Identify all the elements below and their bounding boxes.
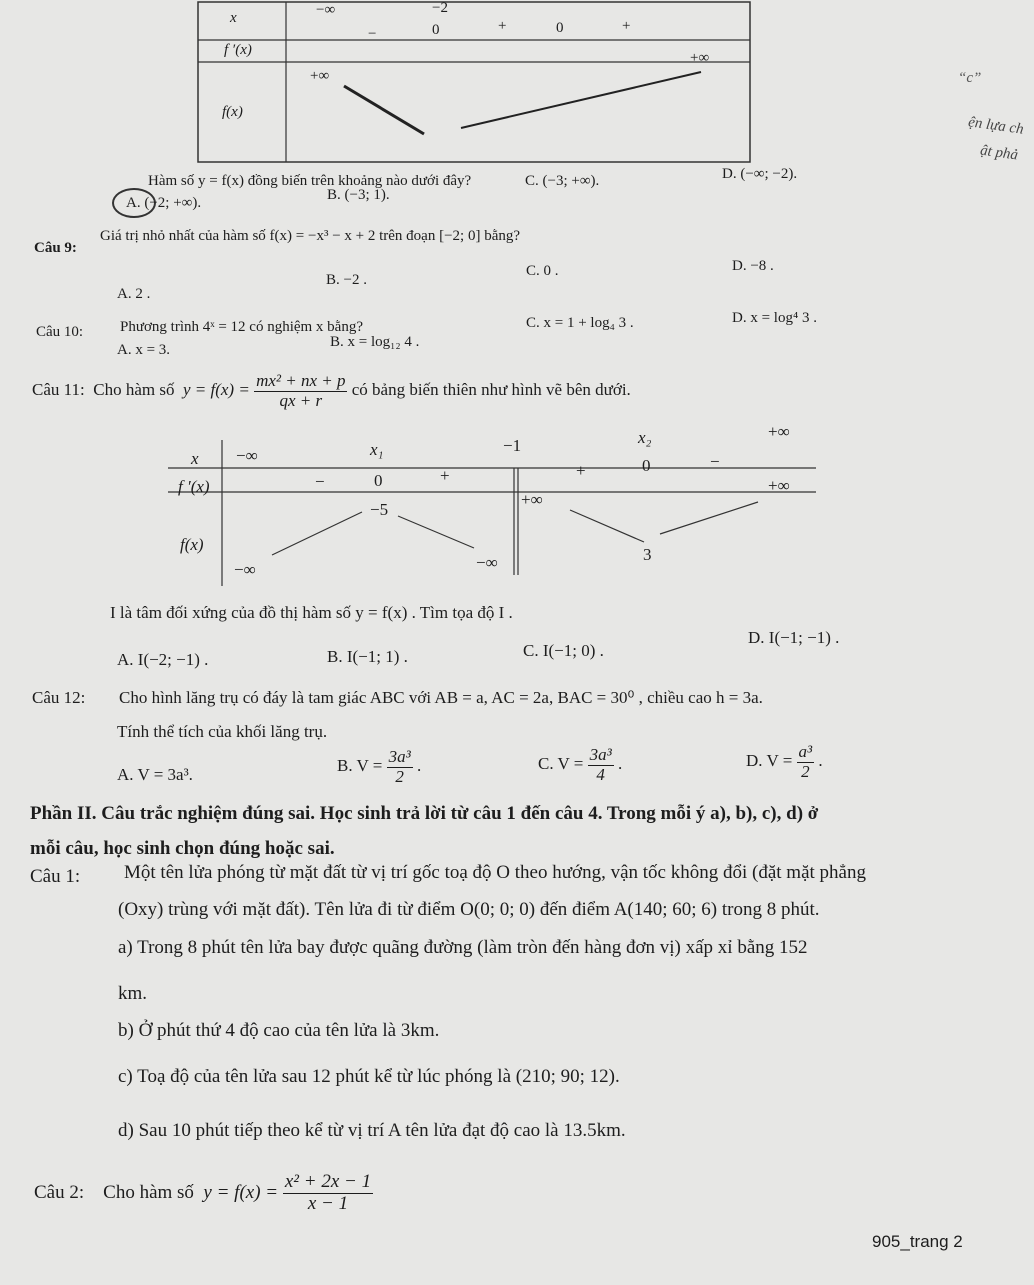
q12-c-fraction <box>588 746 614 784</box>
q11-sign-3: + <box>576 461 586 480</box>
q8-option-b[interactable]: B. (−3; 1). <box>327 187 390 203</box>
q11-x-val-2: −1 <box>503 436 522 455</box>
q11-table-x: x <box>191 449 199 468</box>
top-f-left: +∞ <box>310 68 330 84</box>
q9-option-d[interactable]: D. −8 . <box>732 258 774 274</box>
q11-func-lhs: y = f(x) = <box>182 380 250 400</box>
q12-b-num: 3a³ <box>388 747 411 766</box>
q8-option-a[interactable]: A. (−2; +∞). <box>126 195 202 211</box>
p2q1-b[interactable]: b) Ở phút thứ 4 độ cao của tên lửa là 3km. <box>118 1020 440 1041</box>
q9-option-c[interactable]: C. 0 . <box>526 263 559 279</box>
q11-stem-pre: Cho hàm số <box>93 380 175 400</box>
top-sign-minus: − <box>368 26 377 42</box>
q10-option-d[interactable]: D. x = log⁴ 3 . <box>732 310 817 326</box>
q12-c-den: 4 <box>596 764 605 784</box>
q9-option-b[interactable]: B. −2 . <box>326 272 367 288</box>
top-f-arrow-up <box>461 72 701 128</box>
top-x-val-4: 0 <box>556 20 564 36</box>
top-x-val-3: + <box>498 18 507 34</box>
q12-c-num: 3a³ <box>589 745 612 764</box>
q11-arrow-1 <box>272 512 362 555</box>
q8-option-d[interactable]: D. (−∞; −2). <box>722 166 798 182</box>
top-x-val-1: −2 <box>432 0 448 16</box>
q11-arrow-4 <box>660 502 758 534</box>
q12-c-pre: C. V = <box>538 754 584 774</box>
q12-label: Câu 12: <box>32 688 86 707</box>
q11-sign-4: 0 <box>642 456 651 475</box>
q11-f-val-2: +∞ <box>768 476 790 495</box>
q12-stem: Cho hình lăng trụ có đáy là tam giác ABC với AB = a, AC = 2a, BAC = 30⁰ , chiều cao h = 3a. <box>119 688 763 707</box>
top-x-val-0: −∞ <box>316 2 336 18</box>
q11-arrow-2 <box>398 516 474 548</box>
side-text-2: ật phả <box>979 142 1019 164</box>
p2q1-a-line2: km. <box>118 983 148 1004</box>
q11-sign-2: + <box>440 466 450 485</box>
q9-stem: Giá trị nhỏ nhất của hàm số f(x) = −x³ − x + 2 trên đoạn [−2; 0] bằng? <box>100 228 521 244</box>
q12-option-c[interactable]: C. V = $\frac{\text{3a³}}{4}$ . <box>538 745 623 784</box>
q11-x-val-3: x₂ <box>638 428 652 447</box>
q12-b-pre: B. V = <box>337 756 383 776</box>
q12-option-a[interactable]: A. V = 3a³. <box>117 765 193 784</box>
top-f-arrow-down <box>344 86 424 134</box>
q11-option-a[interactable]: A. I(−2; −1) . <box>117 650 209 669</box>
p2q2-den: x − 1 <box>307 1192 349 1214</box>
q10-option-a[interactable]: A. x = 3. <box>117 342 171 358</box>
q11-x-val-0: −∞ <box>236 446 258 465</box>
q12-b-den: 2 <box>395 766 404 786</box>
q10-label: Câu 10: <box>36 324 84 340</box>
top-x-val-5: + <box>622 18 631 34</box>
q10-option-b[interactable]: B. x = log₁₂ 4 . <box>330 334 420 350</box>
q11-table-f: f(x) <box>180 535 204 554</box>
q11-table-fprime: f ′(x) <box>178 477 210 496</box>
q12-option-b[interactable]: B. V = $\frac{\text{3a³}}{2}$ . <box>337 747 422 786</box>
q11-x-val-1: x₁ <box>370 440 384 459</box>
top-x-val-2: 0 <box>432 22 440 38</box>
q11-option-c[interactable]: C. I(−1; 0) . <box>523 641 604 660</box>
p2q1-a-line1[interactable]: a) Trong 8 phút tên lửa bay được quãng đường (làm tròn đến hàng đơn vị) xấp xỉ bằng 152 <box>118 937 808 958</box>
q11-f-val-5: −∞ <box>234 560 256 579</box>
q12-d-fraction <box>797 743 815 781</box>
q10-option-c[interactable]: C. x = 1 + log₄ 3 . <box>526 315 634 331</box>
p2q1-line1: Một tên lửa phóng từ mặt đất từ vị trí gốc toạ độ O theo hướng, vận tốc không đổi (đặt mặt phẳng <box>124 862 866 883</box>
q8-stem: Hàm số y = f(x) đồng biến trên khoảng nào dưới đây? <box>148 173 472 189</box>
part2-heading-line1: Phần II. Câu trắc nghiệm đúng sai. Học sinh trả lời từ câu 1 đến câu 4. Trong mỗi ý a), b), c), d) ở <box>30 803 819 824</box>
q12-option-d[interactable]: D. V = $\frac{\text{a³}}{2}$ . <box>746 742 823 781</box>
p2q2-label: Câu 2: <box>34 1181 85 1203</box>
p2q2-stem-pre: Cho hàm số <box>103 1181 194 1203</box>
q12-line2: Tính thể tích của khối lăng trụ. <box>117 722 328 741</box>
q12-b-fraction <box>387 748 413 786</box>
q12-d-num: a³ <box>798 742 813 761</box>
q9-option-a[interactable]: A. 2 . <box>117 286 151 302</box>
p2q1-c[interactable]: c) Toạ độ của tên lửa sau 12 phút kể từ lúc phóng là (210; 90; 12). <box>118 1066 620 1087</box>
q9-label: Câu 9: <box>34 240 77 256</box>
p2q2-num: x² + 2x − 1 <box>284 1171 372 1192</box>
top-f-right: +∞ <box>690 50 710 66</box>
top-row-fprime: f ′(x) <box>224 42 252 58</box>
q12-d-den: 2 <box>801 761 810 781</box>
p2q2-fraction <box>283 1172 373 1215</box>
q10-stem: Phương trình 4ˣ = 12 có nghiệm x bằng? <box>120 319 363 335</box>
top-row-x: x <box>230 10 237 26</box>
q11-func-fraction <box>254 372 347 410</box>
q11-stem-post: có bảng biến thiên như hình vẽ bên dưới. <box>351 380 631 400</box>
p2q1-d[interactable]: d) Sau 10 phút tiếp theo kể từ vị trí A tên lửa đạt độ cao là 13.5km. <box>118 1120 626 1141</box>
top-table-svg <box>196 0 756 165</box>
top-variation-table <box>196 0 756 165</box>
q11-sign-5: − <box>710 452 720 471</box>
side-text-0: “c” <box>958 70 982 86</box>
side-text-1: ện lựa ch <box>967 114 1025 138</box>
q11-sign-1: 0 <box>374 471 383 490</box>
q11-label: Câu 11: <box>32 380 85 400</box>
p2q2-stem <box>34 1172 373 1215</box>
p2q1-line2: (Oxy) trùng với mặt đất). Tên lửa đi từ điểm O(0; 0; 0) đến điểm A(140; 60; 6) trong 8 phút. <box>118 899 820 920</box>
q11-sign-0: − <box>315 472 325 491</box>
q11-arrow-3 <box>570 510 644 542</box>
q11-func-den: qx + r <box>279 390 323 410</box>
q11-func-num: mx² + nx + p <box>256 371 346 390</box>
q11-x-val-4: +∞ <box>768 422 790 441</box>
p2q2-lhs: y = f(x) = <box>203 1181 279 1203</box>
q11-f-val-1: +∞ <box>521 490 543 509</box>
q11-stem <box>32 372 631 410</box>
q11-f-val-3: 3 <box>643 545 652 564</box>
page-footer: 905_trang 2 <box>872 1232 963 1251</box>
part2-heading-line2: mỗi câu, học sinh chọn đúng hoặc sai. <box>30 838 335 859</box>
q12-d-pre: D. V = <box>746 751 793 771</box>
top-row-f: f(x) <box>222 104 243 120</box>
q11-f-val-0: −5 <box>370 500 389 519</box>
q11-question: I là tâm đối xứng của đồ thị hàm số y = f(x) . Tìm tọa độ I . <box>110 603 513 622</box>
q11-option-b[interactable]: B. I(−1; 1) . <box>327 647 408 666</box>
q11-f-val-4: −∞ <box>476 553 498 572</box>
q8-option-c[interactable]: C. (−3; +∞). <box>525 173 600 189</box>
q11-option-d[interactable]: D. I(−1; −1) . <box>748 628 840 647</box>
p2q1-label: Câu 1: <box>30 866 81 887</box>
